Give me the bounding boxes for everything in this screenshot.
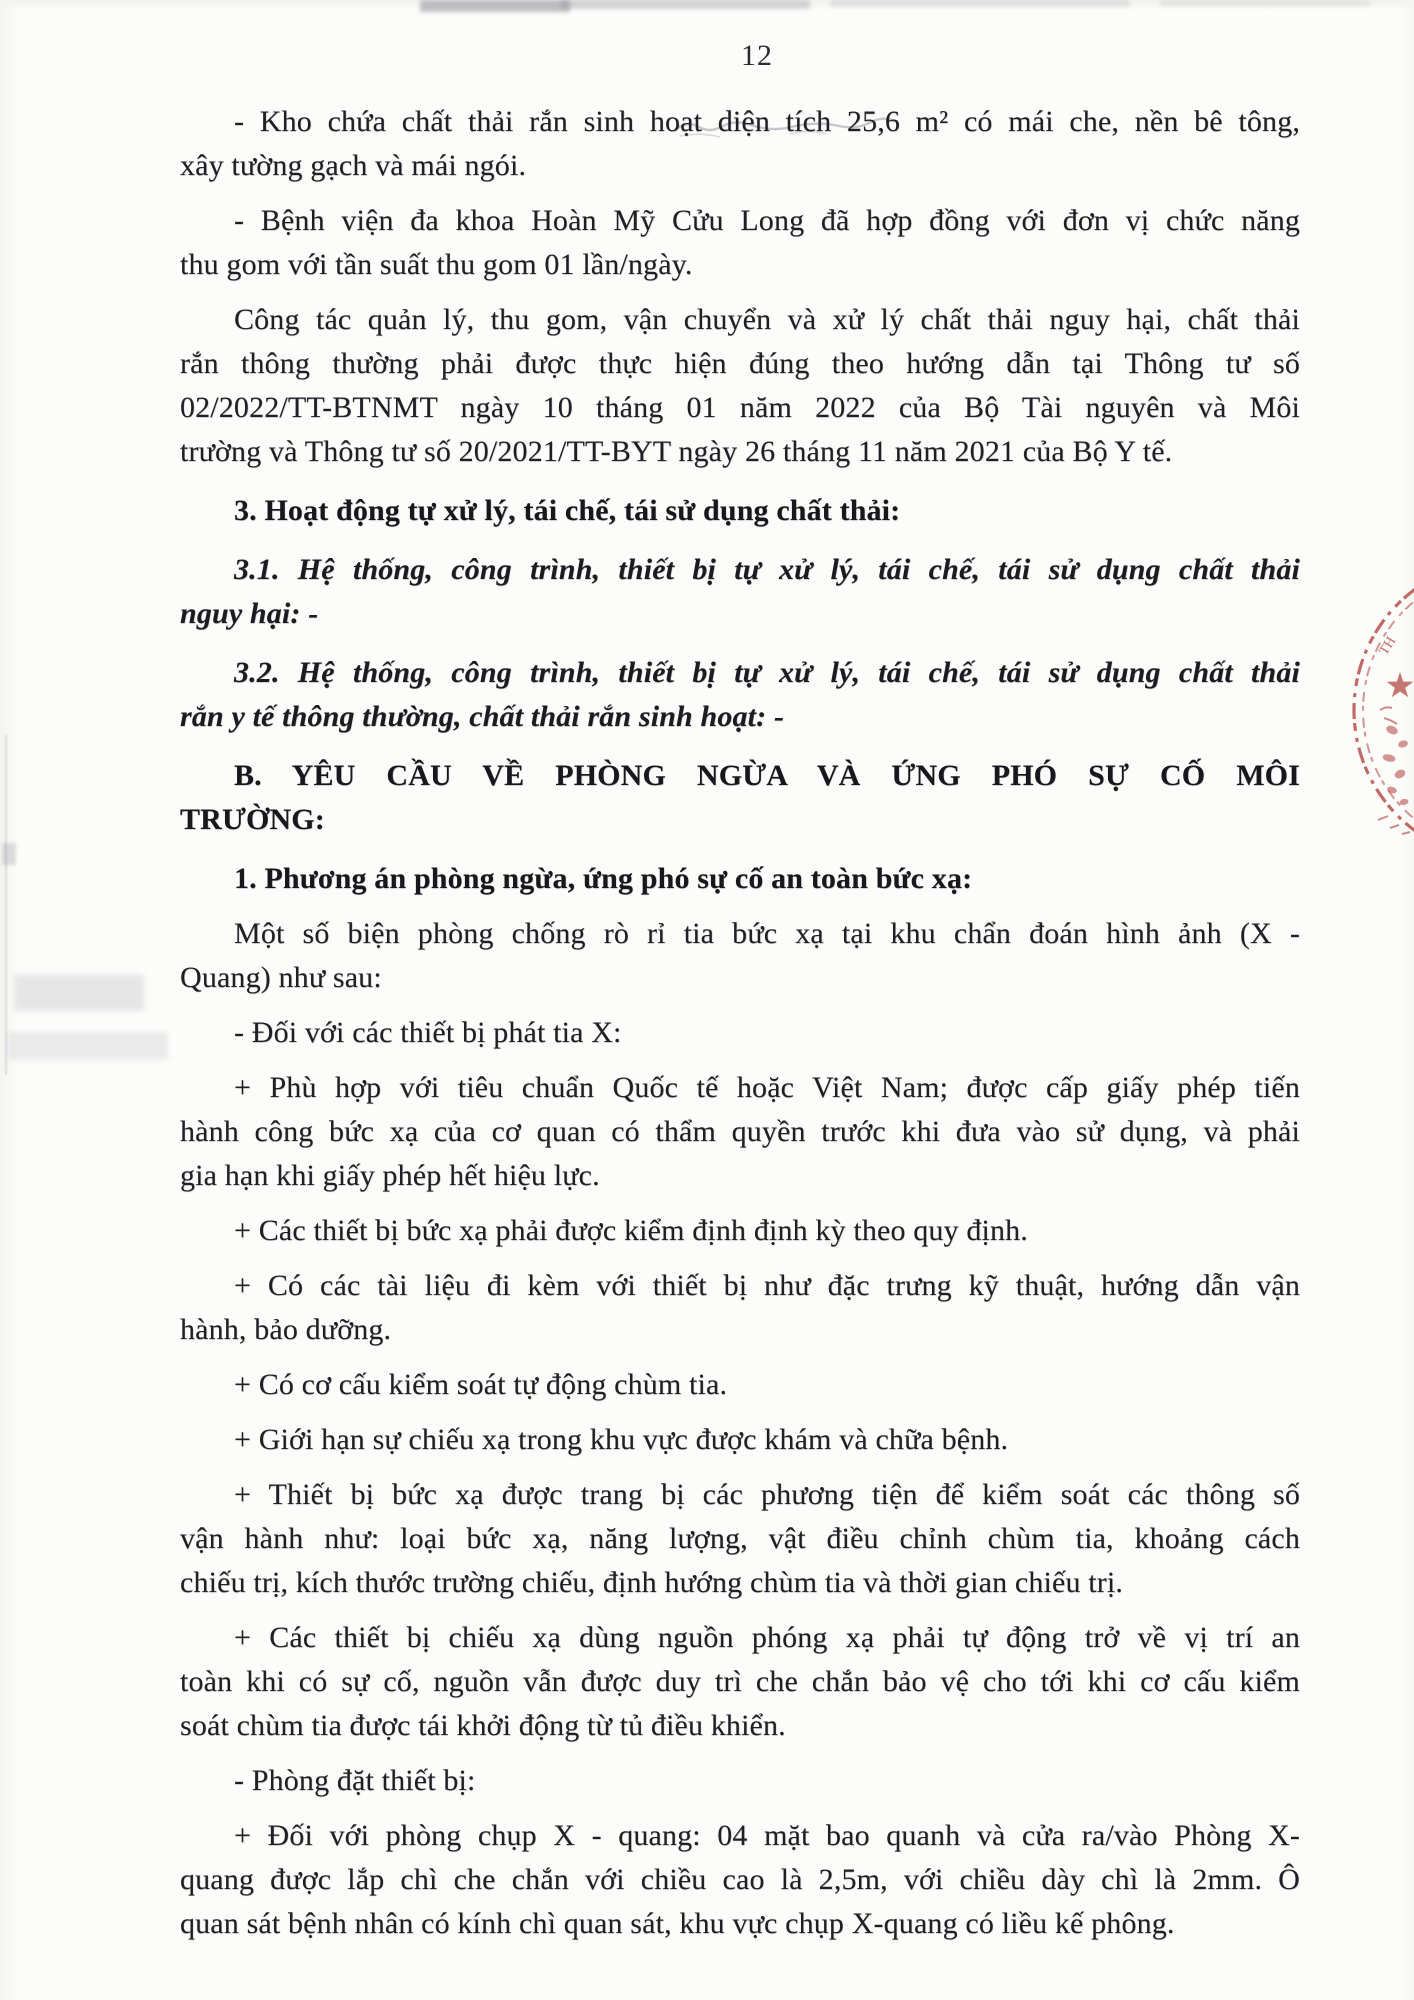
- heading-line: 3. Hoạt động tự xử lý, tái chế, tái sử dụng chất thải:: [234, 494, 901, 527]
- scan-smudge-top: [830, 0, 1130, 7]
- list-item-paragraph: [180, 1814, 1300, 1946]
- section-heading-b: [180, 754, 1300, 842]
- text-line: gia hạn khi giấy phép hết hiệu lực.: [180, 1159, 600, 1192]
- body-paragraph: [180, 298, 1300, 474]
- list-item-paragraph: [180, 1418, 1300, 1462]
- text-line: hành công bức xạ của cơ quan có thẩm quyền trước khi đưa vào sử dụng, và phải: [180, 1115, 1300, 1148]
- text-line: hành, bảo dưỡng.: [180, 1313, 392, 1346]
- text-line: thu gom với tần suất thu gom 01 lần/ngày.: [180, 248, 693, 281]
- list-item-paragraph: [180, 1209, 1300, 1253]
- text-line: soát chùm tia được tái khởi động từ tủ điều khiển.: [180, 1709, 786, 1742]
- text-line: chiếu trị, kích thước trường chiếu, định hướng chùm tia và thời gian chiếu trị.: [180, 1566, 1124, 1599]
- text-column: [180, 34, 1300, 1946]
- heading-line: TRƯỜNG:: [180, 803, 325, 836]
- text-line: + Thiết bị bức xạ được trang bị các phương tiện để kiểm soát các thông số: [234, 1478, 1300, 1511]
- scan-smudge-top: [560, 0, 810, 9]
- text-line: - Bệnh viện đa khoa Hoàn Mỹ Cửu Long đã hợp đồng với đơn vị chức năng: [234, 204, 1300, 237]
- scan-edge-artifact: [2, 843, 16, 865]
- heading-line: 3.2. Hệ thống, công trình, thiết bị tự xử lý, tái chế, tái sử dụng chất thải: [234, 656, 1300, 689]
- text-line: - Kho chứa chất thải rắn sinh hoạt diện tích 25,6 m² có mái che, nền bê tông,: [234, 105, 1300, 138]
- official-seal-stamp-icon: [1340, 582, 1414, 842]
- stamp-letters: TH: [1376, 634, 1400, 659]
- subsection-heading-3-2: [180, 651, 1300, 739]
- heading-line: 1. Phương án phòng ngừa, ứng phó sự cố an toàn bức xạ:: [234, 862, 973, 895]
- text-line: 02/2022/TT-BTNMT ngày 10 tháng 01 năm 2022 của Bộ Tài nguyên và Môi: [180, 391, 1300, 424]
- text-line: quang được lắp chì che chắn với chiều cao là 2,5m, với chiều dày chì là 2mm. Ô: [180, 1863, 1300, 1896]
- heading-line: nguy hại: -: [180, 597, 319, 630]
- stamp-star-icon: [1387, 672, 1414, 697]
- list-item-paragraph: [180, 100, 1300, 188]
- page-number: 12: [741, 39, 773, 72]
- text-line: - Phòng đặt thiết bị:: [234, 1764, 476, 1797]
- text-line: + Có cơ cấu kiểm soát tự động chùm tia.: [234, 1368, 728, 1401]
- text-line: quan sát bệnh nhân có kính chì quan sát, khu vực chụp X-quang có liều kế phông.: [180, 1907, 1175, 1940]
- section-heading-1: [180, 857, 1300, 901]
- text-line: vận hành như: loại bức xạ, năng lượng, vật điều chỉnh chùm tia, khoảng cách: [180, 1522, 1300, 1555]
- scan-edge-artifact: [5, 735, 7, 1075]
- text-line: + Có các tài liệu đi kèm với thiết bị như đặc trưng kỹ thuật, hướng dẫn vận: [234, 1269, 1300, 1302]
- heading-line: rắn y tế thông thường, chất thải rắn sinh hoạt: -: [180, 700, 785, 733]
- text-line: toàn khi có sự cố, nguồn vẫn được duy trì che chắn bảo vệ cho tới khi cơ cấu kiểm: [180, 1665, 1300, 1698]
- text-line: + Phù hợp với tiêu chuẩn Quốc tế hoặc Việt Nam; được cấp giấy phép tiến: [234, 1071, 1300, 1104]
- scan-smudge-top: [1160, 0, 1370, 6]
- text-line: trường và Thông tư số 20/2021/TT-BYT ngày 26 tháng 11 năm 2021 của Bộ Y tế.: [180, 435, 1173, 468]
- text-line: + Đối với phòng chụp X - quang: 04 mặt bao quanh và cửa ra/vào Phòng X-: [234, 1819, 1300, 1852]
- scan-edge-artifact: [14, 975, 144, 1011]
- text-line: + Các thiết bị bức xạ phải được kiểm định định kỳ theo quy định.: [234, 1214, 1028, 1247]
- text-line: Một số biện phòng chống rò rỉ tia bức xạ tại khu chẩn đoán hình ảnh (X -: [234, 917, 1300, 950]
- list-item-paragraph: [180, 199, 1300, 287]
- section-heading-3: [180, 489, 1300, 533]
- heading-line: 3.1. Hệ thống, công trình, thiết bị tự xử lý, tái chế, tái sử dụng chất thải: [234, 553, 1300, 586]
- text-line: Quang) như sau:: [180, 961, 382, 994]
- list-item-paragraph: [180, 1011, 1300, 1055]
- scan-smudge-top: [420, 0, 570, 12]
- list-item-paragraph: [180, 1616, 1300, 1748]
- list-item-paragraph: [180, 1363, 1300, 1407]
- text-line: rắn thông thường phải được thực hiện đúng theo hướng dẫn tại Thông tư số: [180, 347, 1300, 380]
- list-item-paragraph: [180, 1759, 1300, 1803]
- list-item-paragraph: [180, 1473, 1300, 1605]
- text-line: xây tường gạch và mái ngói.: [180, 149, 527, 182]
- scan-edge-artifact: [8, 1032, 168, 1060]
- text-line: Công tác quản lý, thu gom, vận chuyển và xử lý chất thải nguy hại, chất thải: [234, 303, 1300, 336]
- heading-line: B. YÊU CẦU VỀ PHÒNG NGỪA VÀ ỨNG PHÓ SỰ CỐ MÔI: [234, 759, 1300, 792]
- text-line: - Đối với các thiết bị phát tia X:: [234, 1016, 622, 1049]
- subsection-heading-3-1: [180, 548, 1300, 636]
- list-item-paragraph: [180, 1066, 1300, 1198]
- body-paragraph: [180, 912, 1300, 1000]
- text-line: + Giới hạn sự chiếu xạ trong khu vực được khám và chữa bệnh.: [234, 1423, 1009, 1456]
- list-item-paragraph: [180, 1264, 1300, 1352]
- text-line: + Các thiết bị chiếu xạ dùng nguồn phóng xạ phải tự động trở về vị trí an: [234, 1621, 1300, 1654]
